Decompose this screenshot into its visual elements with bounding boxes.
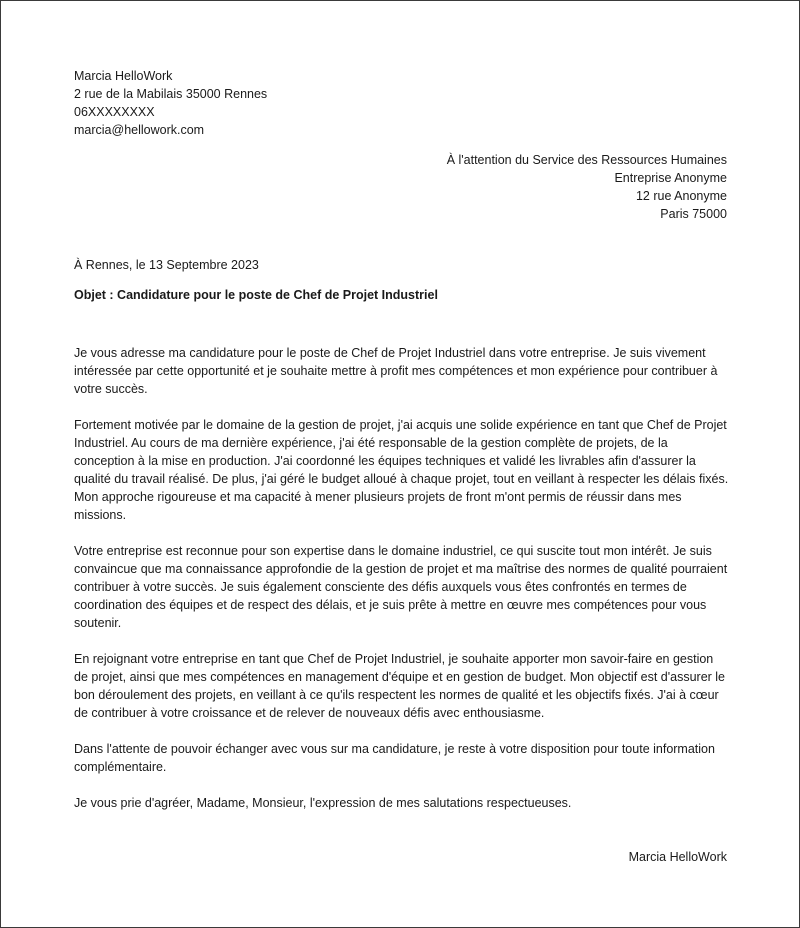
sender-name: Marcia HelloWork bbox=[74, 69, 173, 83]
closing-paragraph: Je vous prie d'agréer, Madame, Monsieur, l'expression de mes salutations respectueuses. bbox=[74, 796, 572, 810]
body-paragraph: Dans l'attente de pouvoir échanger avec vous sur ma candidature, je reste à votre disposition pour toute information complémentaire. bbox=[74, 742, 715, 774]
recipient-block bbox=[307, 151, 727, 223]
recipient-attention: À l'attention du Service des Ressources Humaines bbox=[446, 153, 727, 167]
body-paragraph: Je vous adresse ma candidature pour le poste de Chef de Projet Industriel dans votre entreprise. Je suis vivement intéressée par cette opportunité et je souhaite mettre à profit mes compétences et mon expérience pour contribuer à votre succès. bbox=[74, 346, 718, 396]
recipient-city: Paris 75000 bbox=[660, 207, 727, 221]
body-paragraph: Votre entreprise est reconnue pour son expertise dans le domaine industriel, ce qui suscite tout mon intérêt. Je suis convaincue que ma connaissance approfondie de la gestion de projet et ma maîtrise des normes de qualité pourraient contribuer à votre succès. Je suis également consciente des défis auxquels vous êtes confrontés en termes de coordination des équipes et de respect des délais, et je suis prête à mettre en œuvre mes compétences pour vous soutenir. bbox=[74, 544, 728, 630]
recipient-street: 12 rue Anonyme bbox=[635, 189, 727, 203]
letter-date: À Rennes, le 13 Septembre 2023 bbox=[74, 258, 259, 272]
body-paragraph: En rejoignant votre entreprise en tant que Chef de Projet Industriel, je souhaite apporter mon savoir-faire en gestion de projet, ainsi que mes compétences en management d'équipe et en gestion de budget. Mon objectif est d'assurer le bon déroulement des projets, en veillant à ce qu'ils respectent les normes de qualité et les objectifs fixés. J'ai à cœur de contribuer à votre croissance et de relever de nouveaux défis avec enthousiasme. bbox=[74, 652, 726, 720]
recipient-company: Entreprise Anonyme bbox=[614, 171, 727, 185]
letter-subject: Objet : Candidature pour le poste de Chef de Projet Industriel bbox=[74, 288, 438, 302]
signature: Marcia HelloWork bbox=[628, 850, 727, 864]
sender-email: marcia@hellowork.com bbox=[74, 123, 205, 137]
letter-body bbox=[74, 344, 730, 830]
sender-block bbox=[74, 67, 474, 139]
sender-phone: 06XXXXXXXX bbox=[74, 105, 155, 119]
body-paragraph: Fortement motivée par le domaine de la gestion de projet, j'ai acquis une solide expérience en tant que Chef de Projet Industriel. Au cours de ma dernière expérience, j'ai été responsable de la gestion complète de projets, de la conception à la mise en production. J'ai coordonné les équipes techniques et validé les livrables afin d'assurer la qualité du travail réalisé. De plus, j'ai géré le budget alloué à chaque projet, tout en veillant à respecter les délais fixés. Mon approche rigoureuse et ma capacité à mener plusieurs projets de front m'ont permis de réussir dans mes missions. bbox=[74, 418, 729, 522]
sender-address: 2 rue de la Mabilais 35000 Rennes bbox=[74, 87, 268, 101]
